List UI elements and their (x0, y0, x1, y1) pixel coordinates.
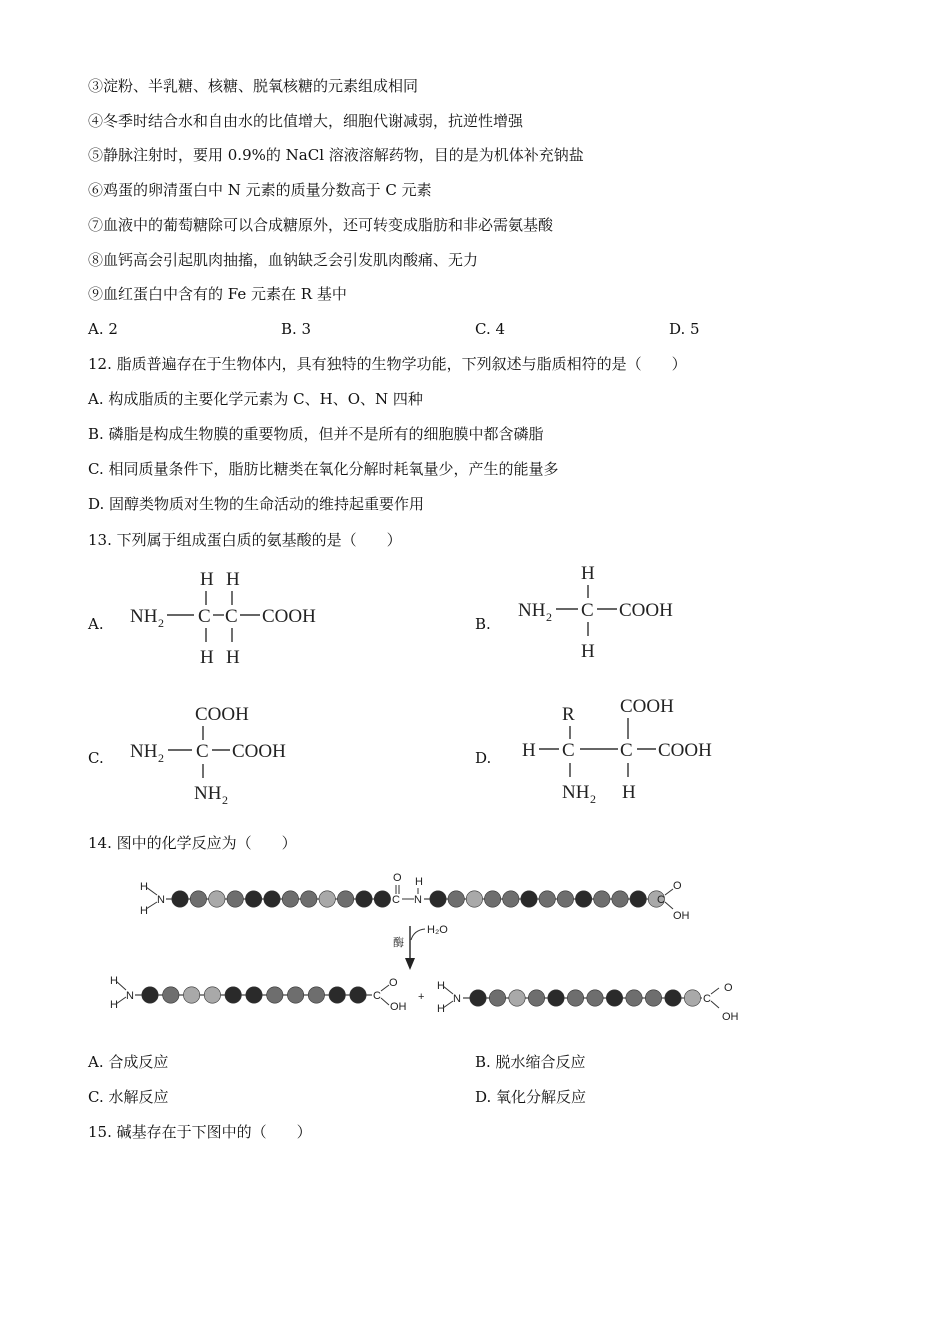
q13-structure-d (522, 692, 732, 810)
amino-acid-bead (484, 891, 500, 907)
amino-acid-bead (509, 990, 525, 1006)
chem-cooh: COOH (619, 600, 673, 621)
q11-option-c[interactable]: C. 4 (475, 320, 506, 338)
amino-acid-bead (308, 987, 324, 1003)
diag-c: C (703, 993, 711, 1005)
amino-acid-bead (594, 891, 610, 907)
diag-o: O (389, 977, 398, 989)
chem-r: R (562, 704, 575, 725)
chem-sub2: 2 (590, 792, 596, 806)
amino-acid-bead (301, 891, 317, 907)
plus-sign: + (418, 991, 425, 1003)
amino-acid-bead (470, 990, 486, 1006)
q11-item-7: ⑦血液中的葡萄糖除可以合成糖原外，还可转变成脂肪和非必需氨基酸 (88, 216, 554, 234)
amino-acid-bead (539, 891, 555, 907)
amino-acid-bead (204, 987, 220, 1003)
amino-acid-bead (246, 987, 262, 1003)
amino-acid-bead (172, 891, 188, 907)
chem-sub2: 2 (158, 751, 164, 765)
amino-acid-bead (612, 891, 628, 907)
chem-h: H (581, 563, 595, 584)
amino-acid-bead (645, 990, 661, 1006)
q11-item-8: ⑧血钙高会引起肌肉抽搐，血钠缺乏会引发肌肉酸痛、无力 (88, 251, 479, 269)
amino-acid-bead (548, 990, 564, 1006)
diag-h: H (437, 980, 445, 992)
amino-acid-bead (557, 891, 573, 907)
chem-c: C (198, 606, 211, 627)
amino-acid-bead (374, 891, 390, 907)
q11-item-5: ⑤静脉注射时，要用 0.9%的 NaCl 溶液溶解药物，目的是为机体补充钠盐 (88, 146, 584, 164)
amino-acid-bead (245, 891, 261, 907)
diag-h: H (110, 975, 118, 987)
diag-h: H (110, 999, 118, 1011)
q11-item-9: ⑨血红蛋白中含有的 Fe 元素在 R 基中 (88, 285, 347, 303)
chem-cooh: COOH (620, 696, 674, 717)
q11-item-4: ④冬季时结合水和自由水的比值增大，细胞代谢减弱，抗逆性增强 (88, 112, 524, 130)
chem-h: H (622, 782, 636, 803)
diag-n: N (126, 990, 134, 1002)
amino-acid-bead (350, 987, 366, 1003)
q12-option-b[interactable]: B. 磷脂是构成生物膜的重要物质，但并不是所有的细胞膜中都含磷脂 (88, 425, 544, 443)
q13-structure-a (128, 566, 343, 670)
amino-acid-bead (684, 990, 700, 1006)
amino-acid-bead (587, 990, 603, 1006)
amino-acid-bead (267, 987, 283, 1003)
q11-item-6: ⑥鸡蛋的卵清蛋白中 N 元素的质量分数高于 C 元素 (88, 181, 432, 199)
q13-label-b[interactable]: B. (475, 615, 491, 633)
amino-acid-bead (329, 987, 345, 1003)
diag-h: H (415, 876, 423, 888)
amino-acid-bead (337, 891, 353, 907)
q12-option-c[interactable]: C. 相同质量条件下，脂肪比糖类在氧化分解时耗氧量少，产生的能量多 (88, 460, 559, 478)
q14-option-b[interactable]: B. 脱水缩合反应 (475, 1053, 586, 1071)
q13-structure-c (130, 700, 310, 810)
amino-acid-bead (489, 990, 505, 1006)
amino-acid-bead (567, 990, 583, 1006)
amino-acid-bead (430, 891, 446, 907)
diag-c: C (657, 894, 665, 906)
chem-cooh: COOH (195, 704, 249, 725)
chem-nh: NH (518, 600, 546, 621)
amino-acid-bead (319, 891, 335, 907)
chem-cooh: COOH (232, 741, 286, 762)
peptide-hydrolysis-diagram (100, 862, 760, 1032)
q13-label-d[interactable]: D. (475, 749, 492, 767)
diag-h: H (140, 905, 148, 917)
chem-h: H (581, 641, 595, 662)
amino-acid-bead (575, 891, 591, 907)
diag-h: H (140, 881, 148, 893)
diag-oh: OH (673, 910, 690, 922)
enzyme-label: 酶 (393, 937, 404, 949)
chem-nh: NH (130, 741, 158, 762)
q14-stem: 14. 图中的化学反应为（ ） (88, 834, 297, 852)
q14-option-c[interactable]: C. 水解反应 (88, 1088, 169, 1106)
amino-acid-bead (163, 987, 179, 1003)
amino-acid-bead (287, 987, 303, 1003)
diag-n: N (157, 894, 165, 906)
amino-acid-bead (209, 891, 225, 907)
chem-nh: NH (130, 606, 158, 627)
amino-acid-bead (142, 987, 158, 1003)
q14-option-d[interactable]: D. 氧化分解反应 (475, 1088, 587, 1106)
q13-stem: 13. 下列属于组成蛋白质的氨基酸的是（ ） (88, 531, 402, 549)
chem-h: H (200, 647, 214, 668)
amino-acid-bead (665, 990, 681, 1006)
diag-o: O (673, 880, 682, 892)
q13-label-a[interactable]: A. (88, 615, 104, 633)
q14-option-a[interactable]: A. 合成反应 (88, 1053, 169, 1071)
water-label: H₂O (427, 924, 448, 936)
chem-c: C (620, 740, 633, 761)
diag-n: N (414, 894, 422, 906)
amino-acid-bead (448, 891, 464, 907)
amino-acid-bead (227, 891, 243, 907)
diag-o: O (393, 872, 402, 884)
amino-acid-bead (466, 891, 482, 907)
chem-c: C (225, 606, 238, 627)
diag-n: N (453, 993, 461, 1005)
amino-acid-bead (356, 891, 372, 907)
amino-acid-bead (264, 891, 280, 907)
chem-c: C (196, 741, 209, 762)
chem-h: H (200, 569, 214, 590)
chem-c: C (581, 600, 594, 621)
q11-option-d[interactable]: D. 5 (669, 320, 700, 338)
chem-h: H (522, 740, 536, 761)
chem-sub2: 2 (222, 793, 228, 807)
q11-option-a[interactable]: A. 2 (88, 320, 118, 338)
amino-acid-bead (606, 990, 622, 1006)
amino-acid-bead (190, 891, 206, 907)
amino-acid-bead (183, 987, 199, 1003)
chem-sub2: 2 (546, 610, 552, 624)
q12-stem: 12. 脂质普遍存在于生物体内，具有独特的生物学功能，下列叙述与脂质相符的是（ ） (88, 355, 687, 373)
amino-acid-bead (282, 891, 298, 907)
amino-acid-bead (521, 891, 537, 907)
diag-h: H (437, 1003, 445, 1015)
diag-c: C (373, 990, 381, 1002)
q12-option-a[interactable]: A. 构成脂质的主要化学元素为 C、H、O、N 四种 (88, 390, 423, 408)
amino-acid-bead (626, 990, 642, 1006)
diag-oh: OH (722, 1011, 739, 1023)
q12-option-d[interactable]: D. 固醇类物质对生物的生命活动的维持起重要作用 (88, 495, 425, 513)
chem-nh: NH (194, 783, 222, 804)
chem-h: H (226, 569, 240, 590)
q13-label-c[interactable]: C. (88, 749, 104, 767)
amino-acid-bead (225, 987, 241, 1003)
chem-c: C (562, 740, 575, 761)
amino-acid-bead (630, 891, 646, 907)
chem-nh: NH (562, 782, 590, 803)
q11-option-b[interactable]: B. 3 (281, 320, 312, 338)
chem-sub2: 2 (158, 616, 164, 630)
chem-cooh: COOH (262, 606, 316, 627)
q11-item-3: ③淀粉、半乳糖、核糖、脱氧核糖的元素组成相同 (88, 77, 419, 95)
diag-c: C (392, 894, 400, 906)
q15-stem: 15. 碱基存在于下图中的（ ） (88, 1123, 312, 1141)
amino-acid-bead (528, 990, 544, 1006)
diag-o: O (724, 982, 733, 994)
chem-cooh: COOH (658, 740, 712, 761)
chem-h: H (226, 647, 240, 668)
amino-acid-bead (503, 891, 519, 907)
q13-structure-b (518, 560, 698, 664)
diag-oh: OH (390, 1001, 407, 1013)
